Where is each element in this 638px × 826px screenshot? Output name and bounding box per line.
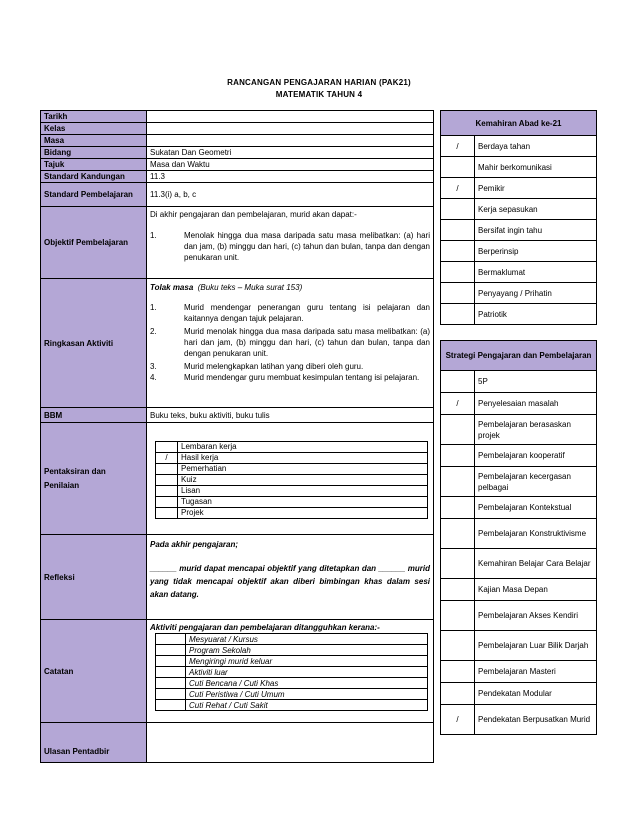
row-refleksi <box>41 535 434 620</box>
strategi-label: Kemahiran Belajar Cara Belajar <box>475 549 597 579</box>
objektif-num: 1. <box>150 231 157 240</box>
catatan-checklist <box>155 633 428 711</box>
page-title: RANCANGAN PENGAJARAN HARIAN (PAK21) <box>227 78 411 87</box>
aktiviti-text: Murid mendengar penerangan guru tentang isi pelajaran dan kaitannya dengan tajuk pelajaran. <box>184 303 430 323</box>
strategi-row <box>441 705 597 735</box>
check-box[interactable] <box>156 678 186 689</box>
strategi-label: Pembelajaran kooperatif <box>475 445 597 467</box>
checklist-row <box>156 678 428 689</box>
kemahiran-row <box>441 283 597 304</box>
aktiviti-item-1 <box>150 302 430 324</box>
kemahiran-tick[interactable] <box>441 199 475 220</box>
checklist-row <box>156 474 428 485</box>
row-ulasan <box>41 723 434 763</box>
objektif-intro: Di akhir pengajaran dan pembelajaran, murid akan dapat:- <box>150 210 357 219</box>
row-standard-kandungan <box>41 171 434 183</box>
aktiviti-text: Murid mendengar guru membuat kesimpulan tentang isi pelajaran. <box>184 373 420 382</box>
kemahiran-label: Bersifat ingin tahu <box>475 220 597 241</box>
strategi-row <box>441 467 597 497</box>
strategi-label: Kajian Masa Depan <box>475 579 597 601</box>
strategi-row <box>441 683 597 705</box>
check-box[interactable] <box>156 463 178 474</box>
sp-value: 11.3(i) a, b, c <box>147 183 434 207</box>
kemahiran-title: Kemahiran Abad ke-21 <box>441 111 597 136</box>
objektif-label: Objektif Pembelajaran <box>41 207 147 279</box>
strategi-label: Pembelajaran Kontekstual <box>475 497 597 519</box>
check-box[interactable] <box>156 634 186 645</box>
check-box[interactable] <box>156 656 186 667</box>
bidang-label: Bidang <box>41 147 147 159</box>
kemahiran-tick[interactable] <box>441 304 475 325</box>
aktiviti-cell <box>147 279 434 408</box>
aktiviti-num: 2. <box>150 327 157 336</box>
check-label: Program Sekolah <box>186 645 428 656</box>
checklist-row <box>156 645 428 656</box>
bbm-value: Buku teks, buku aktiviti, buku tulis <box>147 408 434 423</box>
strategi-tick[interactable] <box>441 445 475 467</box>
kemahiran-row <box>441 178 597 199</box>
strategi-row <box>441 371 597 393</box>
checklist-row <box>156 689 428 700</box>
strategi-row <box>441 601 597 631</box>
strategi-label: Pendekatan Berpusatkan Murid <box>475 705 597 735</box>
kemahiran-row <box>441 136 597 157</box>
row-standard-pembelajaran <box>41 183 434 207</box>
aktiviti-text: Murid melengkapkan latihan yang diberi oleh guru. <box>184 362 364 371</box>
strategi-tick[interactable] <box>441 683 475 705</box>
strategi-tick[interactable] <box>441 661 475 683</box>
masa-label: Masa <box>41 135 147 147</box>
strategi-label: Pembelajaran berasaskan projek <box>475 415 597 445</box>
strategi-row <box>441 661 597 683</box>
kemahiran-label: Mahir berkomunikasi <box>475 157 597 178</box>
strategi-label: 5P <box>475 371 597 393</box>
kelas-value <box>147 123 434 135</box>
strategi-row <box>441 631 597 661</box>
row-kelas <box>41 123 434 135</box>
bidang-value: Sukatan Dan Geometri <box>147 147 434 159</box>
checklist-row <box>156 452 428 463</box>
check-box[interactable] <box>156 496 178 507</box>
strategi-label: Pembelajaran Masteri <box>475 661 597 683</box>
kemahiran-label: Penyayang / Prihatin <box>475 283 597 304</box>
strategi-tick[interactable] <box>441 519 475 549</box>
objektif-item <box>150 230 430 263</box>
kemahiran-label: Patriotik <box>475 304 597 325</box>
strategi-tick[interactable]: / <box>441 393 475 415</box>
strategi-row <box>441 579 597 601</box>
row-bbm <box>41 408 434 423</box>
strategi-tick[interactable] <box>441 497 475 519</box>
row-tarikh <box>41 111 434 123</box>
checklist-row <box>156 507 428 518</box>
strategi-tick[interactable] <box>441 415 475 445</box>
kemahiran-label: Berperinsip <box>475 241 597 262</box>
lesson-plan-table <box>40 110 434 763</box>
kemahiran-tick[interactable]: / <box>441 178 475 199</box>
aktiviti-item-2 <box>150 326 430 359</box>
strategi-label: Pembelajaran kecergasan pelbagai <box>475 467 597 497</box>
check-box[interactable] <box>156 667 186 678</box>
aktiviti-label: Ringkasan Aktiviti <box>41 279 147 408</box>
row-objektif <box>41 207 434 279</box>
kelas-label: Kelas <box>41 123 147 135</box>
strategi-row <box>441 393 597 415</box>
row-masa <box>41 135 434 147</box>
check-label: Projek <box>178 507 428 518</box>
strategi-tick[interactable] <box>441 601 475 631</box>
strategi-label: Pembelajaran Akses Kendiri <box>475 601 597 631</box>
catatan-cell <box>147 620 434 723</box>
checklist-row <box>156 485 428 496</box>
check-box[interactable] <box>156 441 178 452</box>
strategi-row <box>441 445 597 467</box>
kemahiran-row <box>441 220 597 241</box>
kemahiran-row <box>441 241 597 262</box>
kemahiran-label: Pemikir <box>475 178 597 199</box>
kemahiran-tick[interactable] <box>441 283 475 304</box>
row-catatan <box>41 620 434 723</box>
check-box[interactable] <box>156 507 178 518</box>
kemahiran-table <box>440 110 597 325</box>
kemahiran-row <box>441 199 597 220</box>
strategi-row <box>441 415 597 445</box>
kemahiran-header-row <box>441 111 597 136</box>
strategi-label: Pembelajaran Luar Bilik Darjah <box>475 631 597 661</box>
checklist-row <box>156 667 428 678</box>
tajuk-value: Masa dan Waktu <box>147 159 434 171</box>
checklist-row <box>156 441 428 452</box>
catatan-title: Aktiviti pengajaran dan pembelajaran ditangguhkan kerana:- <box>150 623 380 632</box>
check-box[interactable] <box>156 474 178 485</box>
checklist-row <box>156 463 428 474</box>
check-label: Lisan <box>178 485 428 496</box>
strategi-label: Pembelajaran Konstruktivisme <box>475 519 597 549</box>
tajuk-label: Tajuk <box>41 159 147 171</box>
aktiviti-num: 4. <box>150 373 157 382</box>
strategi-title: Strategi Pengajaran dan Pembelajaran <box>441 341 597 371</box>
row-bidang <box>41 147 434 159</box>
objektif-cell <box>147 207 434 279</box>
aktiviti-item-3 <box>150 361 430 372</box>
catatan-label: Catatan <box>41 620 147 723</box>
kemahiran-row <box>441 157 597 178</box>
aktiviti-num: 1. <box>150 303 157 312</box>
tarikh-value <box>147 111 434 123</box>
check-label: Tugasan <box>178 496 428 507</box>
bbm-label: BBM <box>41 408 147 423</box>
strategi-tick[interactable] <box>441 579 475 601</box>
refleksi-title: Pada akhir pengajaran; <box>150 540 239 549</box>
check-label: Cuti Bencana / Cuti Khas <box>186 678 428 689</box>
strategi-tick[interactable] <box>441 549 475 579</box>
check-box[interactable]: / <box>156 452 178 463</box>
refleksi-label: Refleksi <box>41 535 147 620</box>
check-label: Cuti Rehat / Cuti Sakit <box>186 700 428 711</box>
sp-label: Standard Pembelajaran <box>41 183 147 207</box>
strategi-tick[interactable] <box>441 631 475 661</box>
refleksi-cell <box>147 535 434 620</box>
check-box[interactable] <box>156 645 186 656</box>
aktiviti-num: 3. <box>150 362 157 371</box>
kemahiran-tick[interactable] <box>441 157 475 178</box>
check-label: Aktiviti luar <box>186 667 428 678</box>
row-tajuk <box>41 159 434 171</box>
strategi-header-row <box>441 341 597 371</box>
kemahiran-label: Bermaklumat <box>475 262 597 283</box>
page-subtitle: MATEMATIK TAHUN 4 <box>275 90 363 99</box>
refleksi-text: ______ murid dapat mencapai objektif yang ditetapkan dan ______ murid yang tidak mencapai objektif akan diberi bimbingan khas dalam sesi akan datang. <box>150 564 430 599</box>
strategi-tick[interactable] <box>441 371 475 393</box>
strategi-tick[interactable]: / <box>441 705 475 735</box>
row-pentaksiran <box>41 423 434 535</box>
check-box[interactable] <box>156 700 186 711</box>
ulasan-label: Ulasan Pentadbir <box>41 723 147 763</box>
tarikh-label: Tarikh <box>41 111 147 123</box>
strategi-row <box>441 549 597 579</box>
pentaksiran-label: Pentaksiran dan Penilaian <box>41 423 147 535</box>
aktiviti-tolak: Tolak masa <box>150 283 194 292</box>
checklist-row <box>156 496 428 507</box>
aktiviti-ref: (Buku teks – Muka surat 153) <box>197 283 303 292</box>
checklist-row <box>156 634 428 645</box>
kemahiran-tick[interactable] <box>441 220 475 241</box>
check-box[interactable] <box>156 485 178 496</box>
strategi-tick[interactable] <box>441 467 475 497</box>
check-label: Kuiz <box>178 474 428 485</box>
check-label: Cuti Peristiwa / Cuti Umum <box>186 689 428 700</box>
check-label: Pemerhatian <box>178 463 428 474</box>
kemahiran-tick[interactable] <box>441 262 475 283</box>
kemahiran-tick[interactable] <box>441 241 475 262</box>
check-label: Lembaran kerja <box>178 441 428 452</box>
strategi-table <box>440 340 597 735</box>
objektif-text: Menolak hingga dua masa daripada satu masa melibatkan: (a) hari dan jam, (b) minggu dan hari, (c) tahun dan bulan, tanpa dan dengan penukaran unit. <box>184 231 430 262</box>
strategi-row <box>441 519 597 549</box>
aktiviti-text: Murid menolak hingga dua masa daripada satu masa melibatkan: (a) hari dan jam, (b) minggu dan hari, (c) tahun dan bulan, tanpa dan dengan penukaran unit. <box>184 327 430 358</box>
aktiviti-item-4 <box>150 372 430 383</box>
kemahiran-label: Kerja sepasukan <box>475 199 597 220</box>
checklist-row <box>156 700 428 711</box>
kemahiran-row <box>441 262 597 283</box>
check-label: Mesyuarat / Kursus <box>186 634 428 645</box>
strategi-row <box>441 497 597 519</box>
kemahiran-label: Berdaya tahan <box>475 136 597 157</box>
pentaksiran-checklist <box>155 441 428 519</box>
pentaksiran-cell <box>147 423 434 535</box>
kemahiran-tick[interactable]: / <box>441 136 475 157</box>
strategi-label: Pendekatan Modular <box>475 683 597 705</box>
row-aktiviti <box>41 279 434 408</box>
check-label: Mengiringi murid keluar <box>186 656 428 667</box>
ulasan-value <box>147 723 434 763</box>
sk-value: 11.3 <box>147 171 434 183</box>
masa-value <box>147 135 434 147</box>
check-label: Hasil kerja <box>178 452 428 463</box>
checklist-row <box>156 656 428 667</box>
check-box[interactable] <box>156 689 186 700</box>
strategi-label: Penyelesaian masalah <box>475 393 597 415</box>
kemahiran-row <box>441 304 597 325</box>
sk-label: Standard Kandungan <box>41 171 147 183</box>
